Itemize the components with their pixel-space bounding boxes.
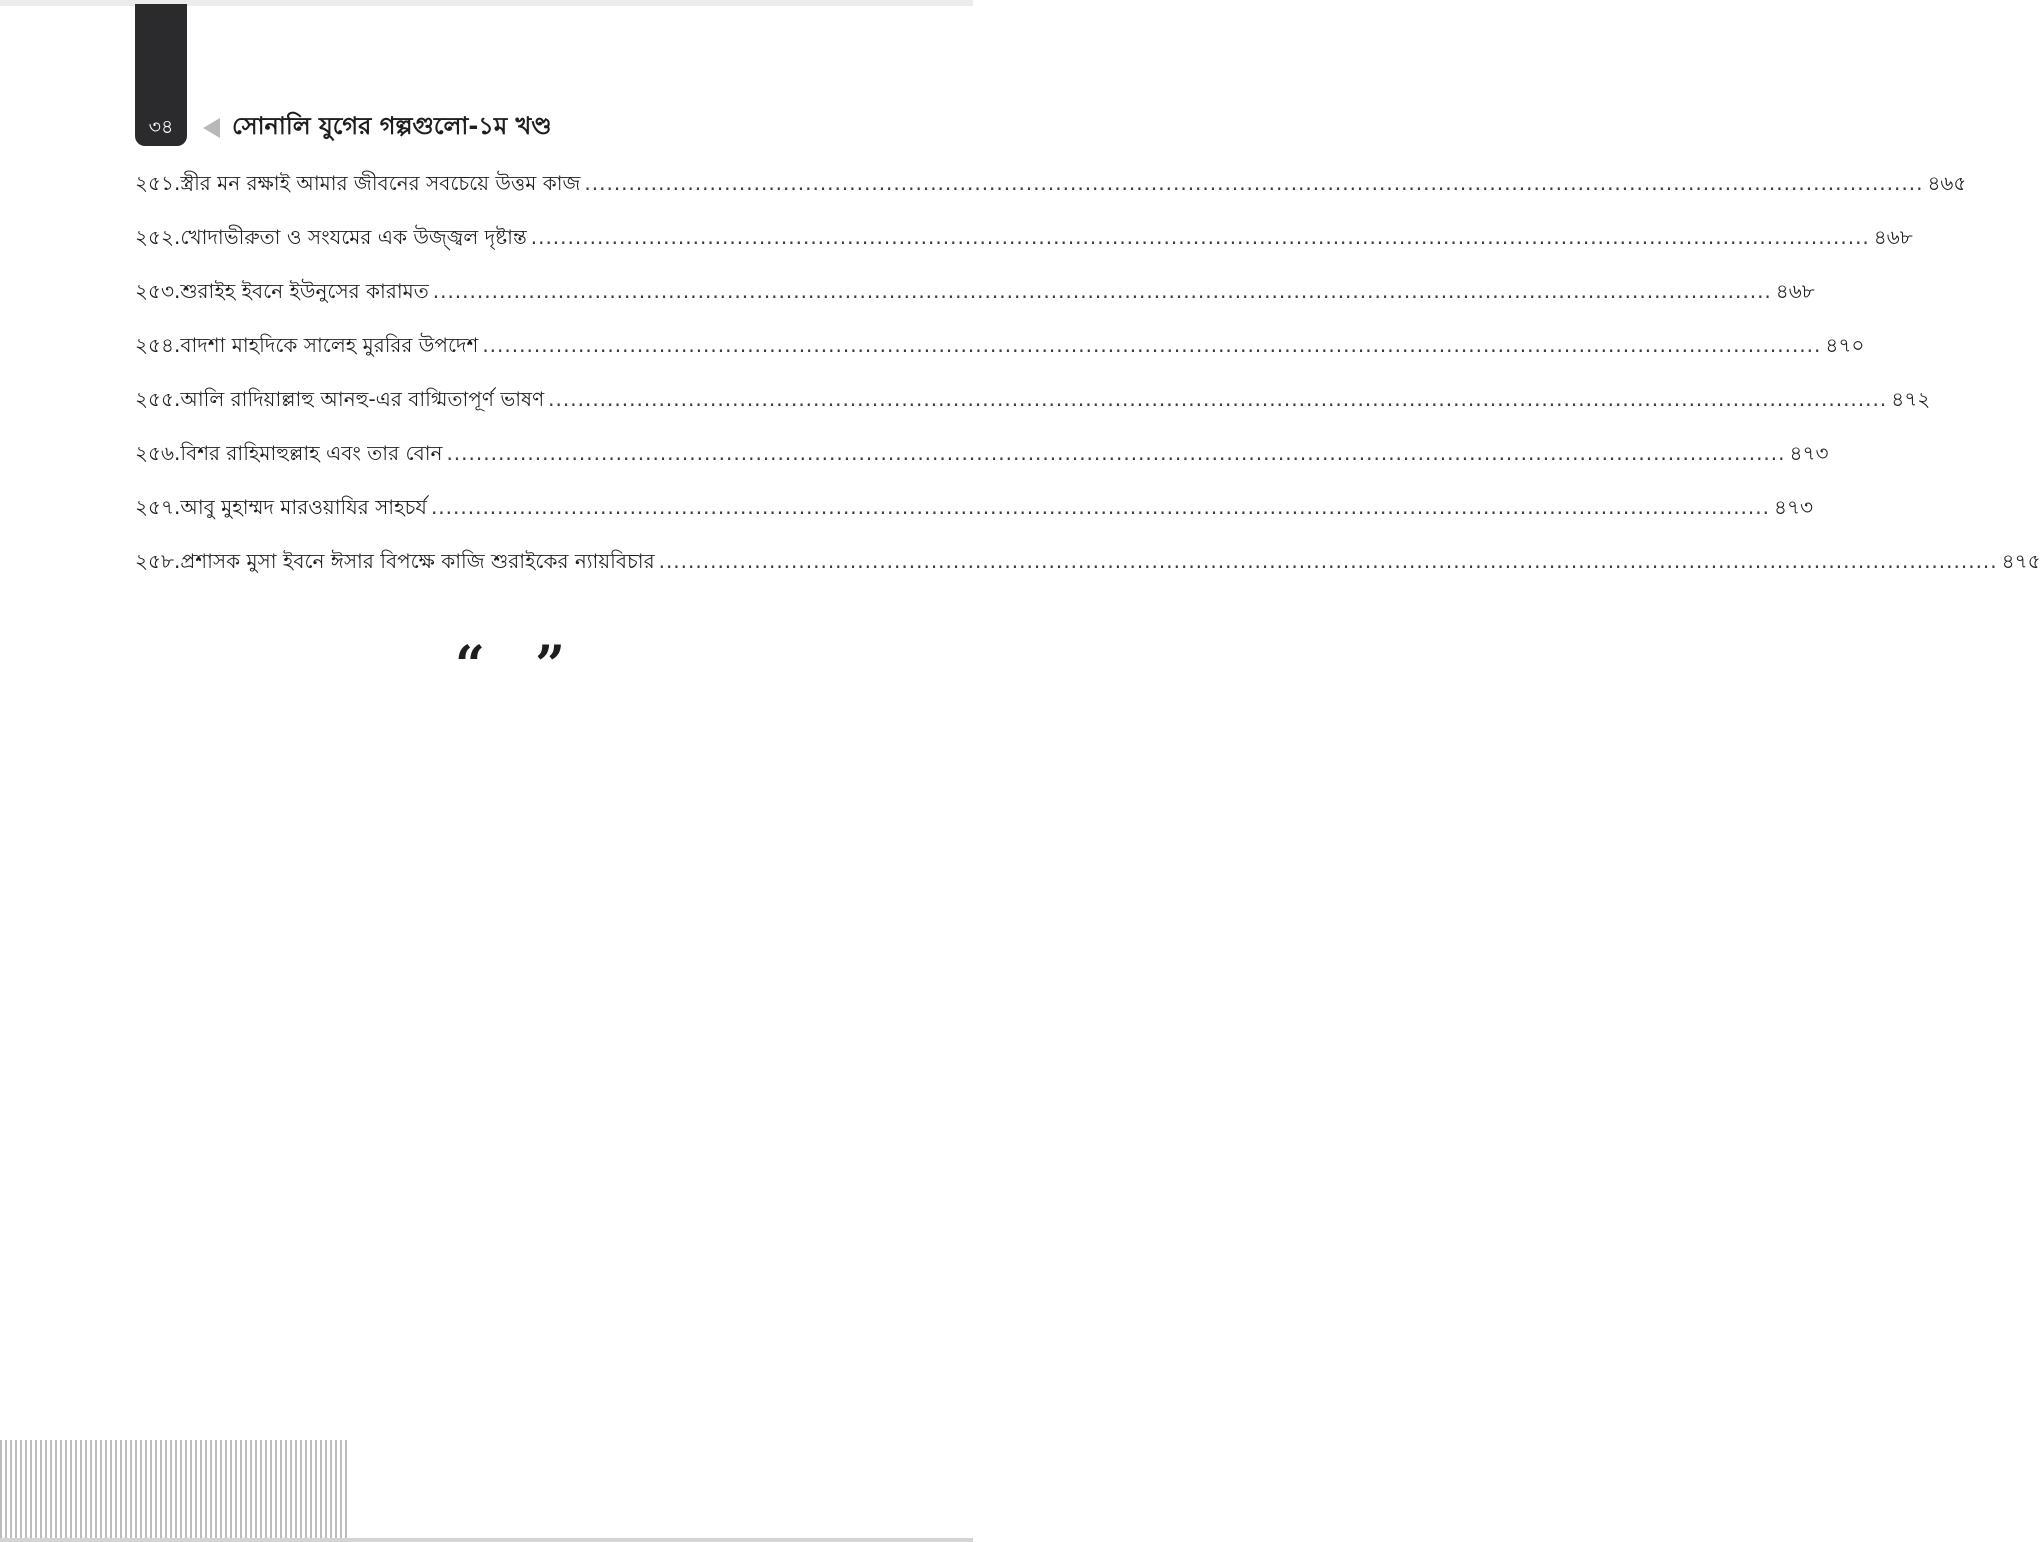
entry-page-number: ৪৭২ [1891, 387, 1931, 411]
entry-page-number: ৪৬৮ [1873, 225, 1913, 249]
barcode-stripes [0, 1440, 350, 1538]
dot-leader [431, 487, 1770, 527]
toc-entry [135, 217, 1913, 271]
open-quote-icon: “ [455, 635, 485, 696]
entry-title: শুরাইহ ইবনে ইউনুসের কারামত [180, 279, 429, 303]
entry-number: ২৫৮. [135, 549, 181, 573]
dot-leader [446, 433, 1785, 473]
toc-entry [135, 325, 1865, 379]
entry-number: ২৫১. [135, 171, 181, 195]
dot-leader [531, 217, 1870, 257]
entry-page-number: ৪৭৫ [2001, 549, 2041, 573]
entry-page-number: ৪৬৮ [1775, 279, 1815, 303]
dot-leader [548, 379, 1887, 419]
entry-number: ২৫৬. [135, 441, 181, 465]
entry-page-number: ৪৭৩ [1774, 495, 1813, 519]
toc-entry [135, 541, 2041, 595]
entry-title: আবু মুহাম্মদ মারওয়াযির সাহচর্য [180, 495, 427, 519]
dot-leader [482, 325, 1821, 365]
entry-title: বাদশা মাহদিকে সালেহ মুররির উপদেশ [180, 333, 479, 357]
table-of-contents [135, 163, 2041, 595]
toc-entry [135, 163, 1967, 217]
running-title: সোনালি যুগের গল্পগুলো-১ম খণ্ড [232, 112, 552, 140]
entry-title: স্ত্রীর মন রক্ষাই আমার জীবনের সবচেয়ে উত্তম কাজ [180, 171, 581, 195]
entry-page-number: ৪৭৩ [1789, 441, 1829, 465]
page-number: ৩৪ [148, 116, 174, 138]
entry-title: খোদাভীরুতা ও সংযমের এক উজ্জ্বল দৃষ্টান্ত [180, 225, 527, 249]
toc-entry [135, 271, 1815, 325]
entry-page-number: ৪৬৫ [1927, 171, 1967, 195]
left-arrow-icon [203, 118, 220, 138]
entry-page-number: ৪৭০ [1825, 333, 1865, 357]
entry-number: ২৫৫. [135, 387, 181, 411]
close-quote-icon: ” [535, 635, 565, 696]
entry-title: আলি রাদিয়াল্লাহু আনহু-এর বাগ্মিতাপূর্ণ ভাষণ [180, 387, 545, 411]
entry-number: ২৫৩. [135, 279, 181, 303]
entry-number: ২৫২. [135, 225, 181, 249]
toc-entry [135, 433, 1829, 487]
dot-leader [433, 271, 1772, 311]
entry-title: বিশর রাহিমাহুল্লাহ এবং তার বোন [180, 441, 443, 465]
entry-title: প্রশাসক মুসা ইবনে ঈসার বিপক্ষে কাজি শুরাইকের ন্যায়বিচার [180, 549, 655, 573]
entry-number: ২৫৪. [135, 333, 181, 357]
bottom-edge-line [0, 1538, 973, 1542]
toc-entry [135, 487, 1813, 541]
dot-leader [659, 541, 1998, 581]
quote-ornament [455, 635, 565, 696]
toc-entry [135, 379, 1931, 433]
entry-number: ২৫৭. [135, 495, 181, 519]
dot-leader [584, 163, 1923, 203]
